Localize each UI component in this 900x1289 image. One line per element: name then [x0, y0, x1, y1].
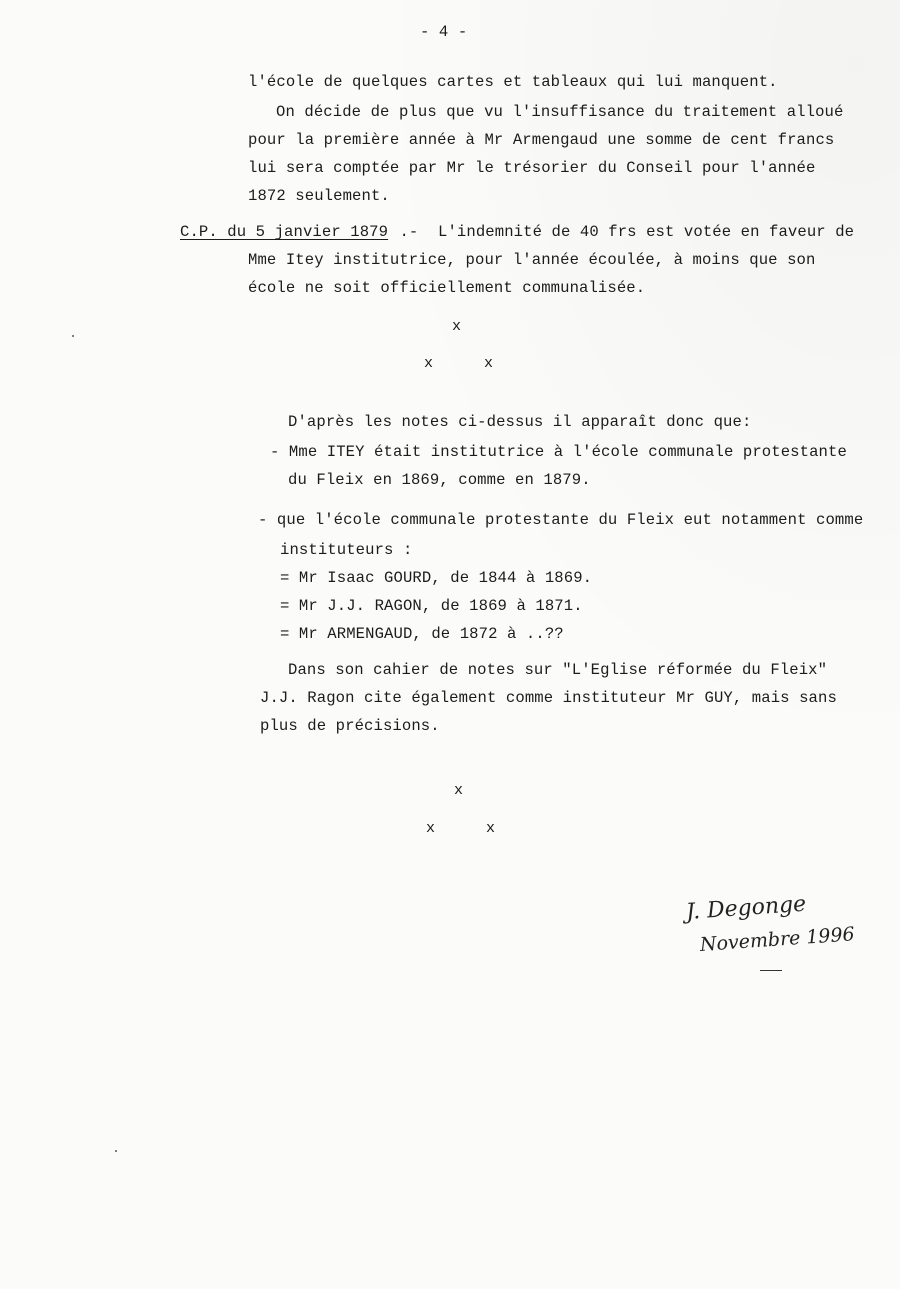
text-line: = Mr J.J. RAGON, de 1869 à 1871.: [280, 597, 583, 615]
separator-mark: x: [424, 355, 434, 372]
text-line: = Mr Isaac GOURD, de 1844 à 1869.: [280, 569, 593, 587]
text-line: 1872 seulement.: [248, 187, 390, 205]
text-line: plus de précisions.: [260, 717, 440, 735]
text-line: L'indemnité de 40 frs est votée en faveur de: [438, 223, 855, 241]
text-line: Mme Itey institutrice, pour l'année écoulée, à moins que son: [248, 251, 816, 269]
signature-date: Novembre 1996: [699, 923, 856, 956]
text-line: J.J. Ragon cite également comme instituteur Mr GUY, mais sans: [260, 689, 837, 707]
page-number: - 4 -: [420, 23, 468, 41]
text-line: D'après les notes ci-dessus il apparaît donc que:: [288, 413, 752, 431]
text-line: école ne soit officiellement communalisée.: [248, 279, 646, 297]
text-line: - que l'école communale protestante du Fleix eut notamment comme: [258, 511, 864, 529]
scan-speck: [115, 1150, 117, 1152]
text-line: lui sera comptée par Mr le trésorier du Conseil pour l'année: [248, 159, 816, 177]
text-line: = Mr ARMENGAUD, de 1872 à ..??: [280, 625, 564, 643]
text-line: du Fleix en 1869, comme en 1879.: [288, 471, 591, 489]
text-line: instituteurs :: [280, 541, 413, 559]
separator-mark: x: [426, 820, 436, 837]
scan-speck: [72, 335, 74, 337]
text-line: l'école de quelques cartes et tableaux qui lui manquent.: [248, 73, 778, 91]
separator-mark: x: [454, 782, 464, 799]
text-line: pour la première année à Mr Armengaud une somme de cent francs: [248, 131, 835, 149]
separator-mark: x: [452, 318, 462, 335]
text-line: - Mme ITEY était institutrice à l'école communale protestante: [270, 443, 847, 461]
signature-name: J. Degonge: [685, 891, 807, 925]
signature-dash: [760, 970, 782, 971]
text-line: On décide de plus que vu l'insuffisance du traitement alloué: [276, 103, 844, 121]
separator-mark: x: [484, 355, 494, 372]
separator-mark: x: [486, 820, 496, 837]
minutes-reference: C.P. du 5 janvier 1879: [180, 223, 389, 241]
text-line: Dans son cahier de notes sur "L'Eglise réformée du Fleix": [288, 661, 828, 679]
minutes-separator: .-: [390, 223, 419, 241]
